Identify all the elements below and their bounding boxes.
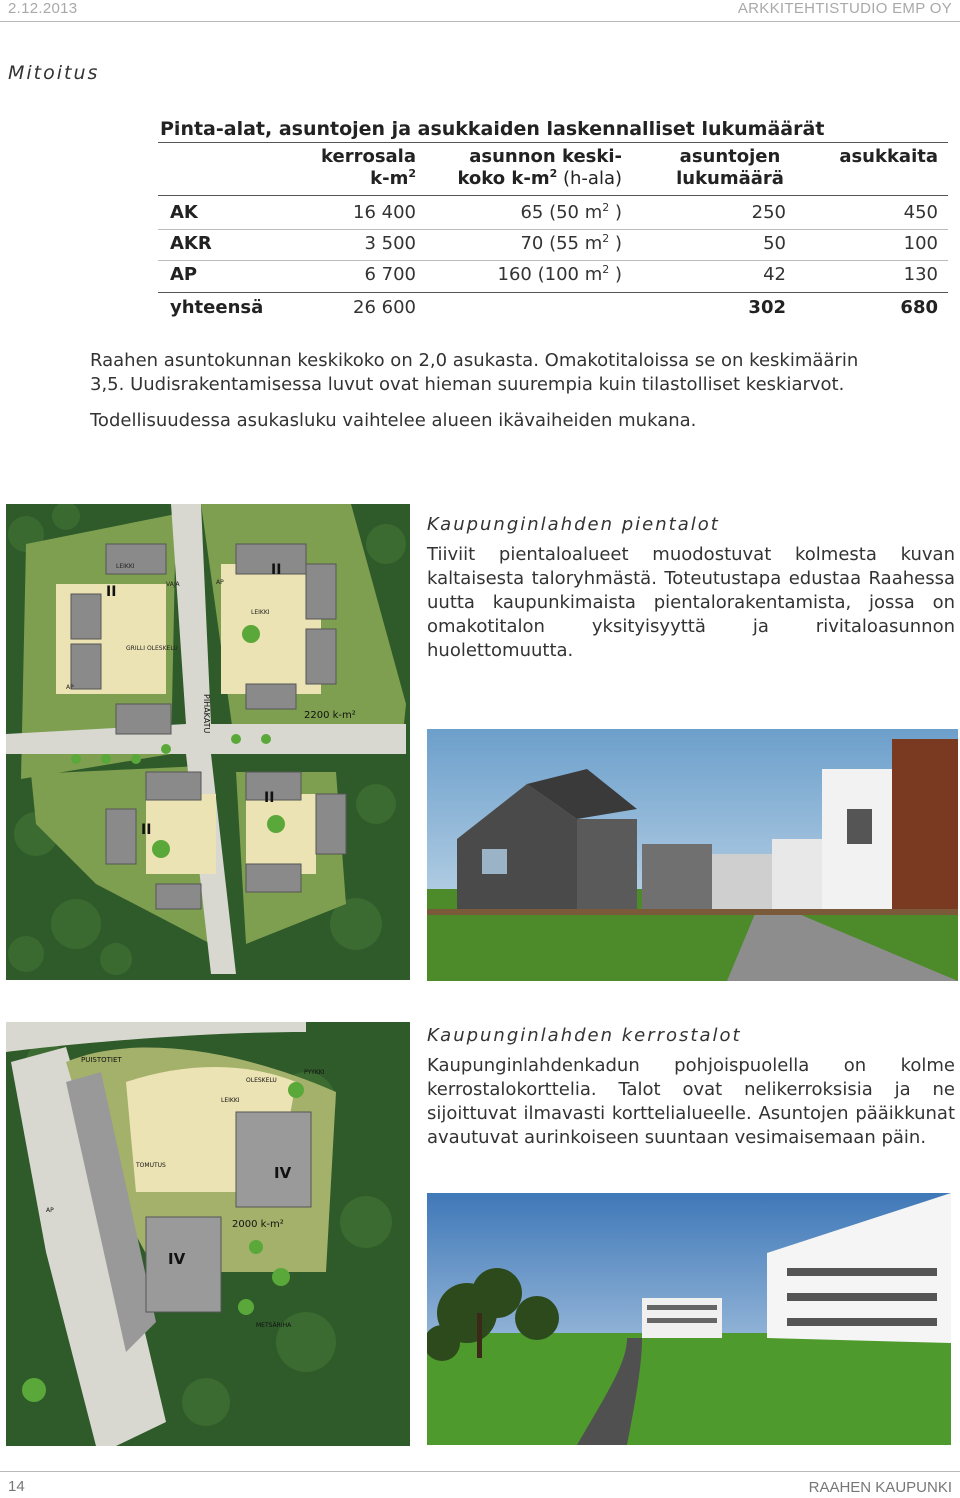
plan-grill-label: GRILLI OLESKELU [126,645,178,652]
table-total-rule [158,292,948,293]
plan-play-label: LEIKKI [251,609,270,616]
plan-floors-label: II [271,562,282,578]
plan-floors-label: IV [274,1164,292,1182]
plan-ap-label: AP [216,579,224,586]
row-divider [158,229,948,230]
plan-area-label: 2200 k-m² [304,710,356,721]
header-date: 2.12.2013 [8,0,78,17]
body-paragraph-line: Todellisuudessa asukasluku vaihtelee alueen ikävaiheiden mukana. [90,410,697,431]
plan-street-label: PIHAKATU [202,694,211,734]
site-plan-pientalot [6,504,410,980]
plan-forest-label: METSÄRIHA [256,1322,292,1329]
row-divider [158,260,948,261]
rendering-pientalot [427,729,958,981]
plan-park-label: PUISTOTIET [81,1056,122,1064]
col-header-units: asuntojen lukumäärä [676,146,784,189]
table-top-rule [158,142,948,143]
plan-shed-label: VAJA [166,581,180,588]
plan-floors-label: II [141,822,152,838]
header-divider [0,21,960,22]
col-header-size: asunnon keski- koko $k-m^2$ (h-ala) [457,146,622,189]
plan-ap-label: AP [46,1207,54,1214]
col-header-area: kerrosala $k-m^2$ [321,146,416,189]
body-paragraph-line: Raahen asuntokunnan keskikoko on 2,0 asukasta. Omakotitaloissa se on keskimäärin [90,350,859,371]
plan-lounge-label: OLESKELU [246,1077,277,1084]
plan-play-label: LEIKKI [116,563,135,570]
rendering-kerrostalot [427,1193,951,1445]
table-title: Pinta-alat, asuntojen ja asukkaiden laskennalliset lukumäärät [160,118,825,140]
plan-area-label: 2000 k-m² [232,1219,284,1230]
plan-ap-label: AP [66,684,74,691]
col-header-residents: asukkaita [839,146,938,167]
site-plan-kerrostalot [6,1022,410,1446]
plan-floors-label: II [106,584,117,600]
plan-laundry-label: PYYKKI [304,1069,325,1076]
block1-title: Kaupunginlahden pientalot [427,514,720,535]
plan-floors-label: II [264,790,275,806]
block1-text: Tiiviit pientaloalueet muodostuvat kolmesta kuvan kaltaisesta taloryhmästä. Toteutustapa edustaa Raahessa uutta kaupunkimaista pientalorakentamista, jossa on omakotitalon yksityisyyttä ja rivitaloasunnon huolettomuutta. [427,544,955,661]
page-number: 14 [8,1478,25,1495]
plan-dusting-label: TOMUTUS [136,1162,166,1169]
section-title: Mitoitus [8,62,100,84]
block2-text: Kaupunginlahdenkadun pohjoispuolella on kolme kerrostalokorttelia. Talot ovat nelikerroksisia ja ne sijoittuvat ilmavasti korttelialueelle. Asuntojen pääikkunat avautuvat aurinkoiseen suuntaan vesimaisemaan päin. [427,1055,955,1148]
plan-play-label: LEIKKI [221,1097,240,1104]
footer-divider [0,1471,960,1472]
block2-title: Kaupunginlahden kerrostalot [427,1025,742,1046]
footer-org: RAAHEN KAUPUNKI [808,1479,952,1496]
body-paragraph-line: 3,5. Uudisrakentamisessa luvut ovat hieman suurempia kuin tilastolliset keskiarvot. [90,374,845,395]
header-company: ARKKITEHTISTUDIO EMP OY [737,0,952,17]
plan-floors-label: IV [168,1250,186,1268]
table-header-rule [158,195,948,196]
